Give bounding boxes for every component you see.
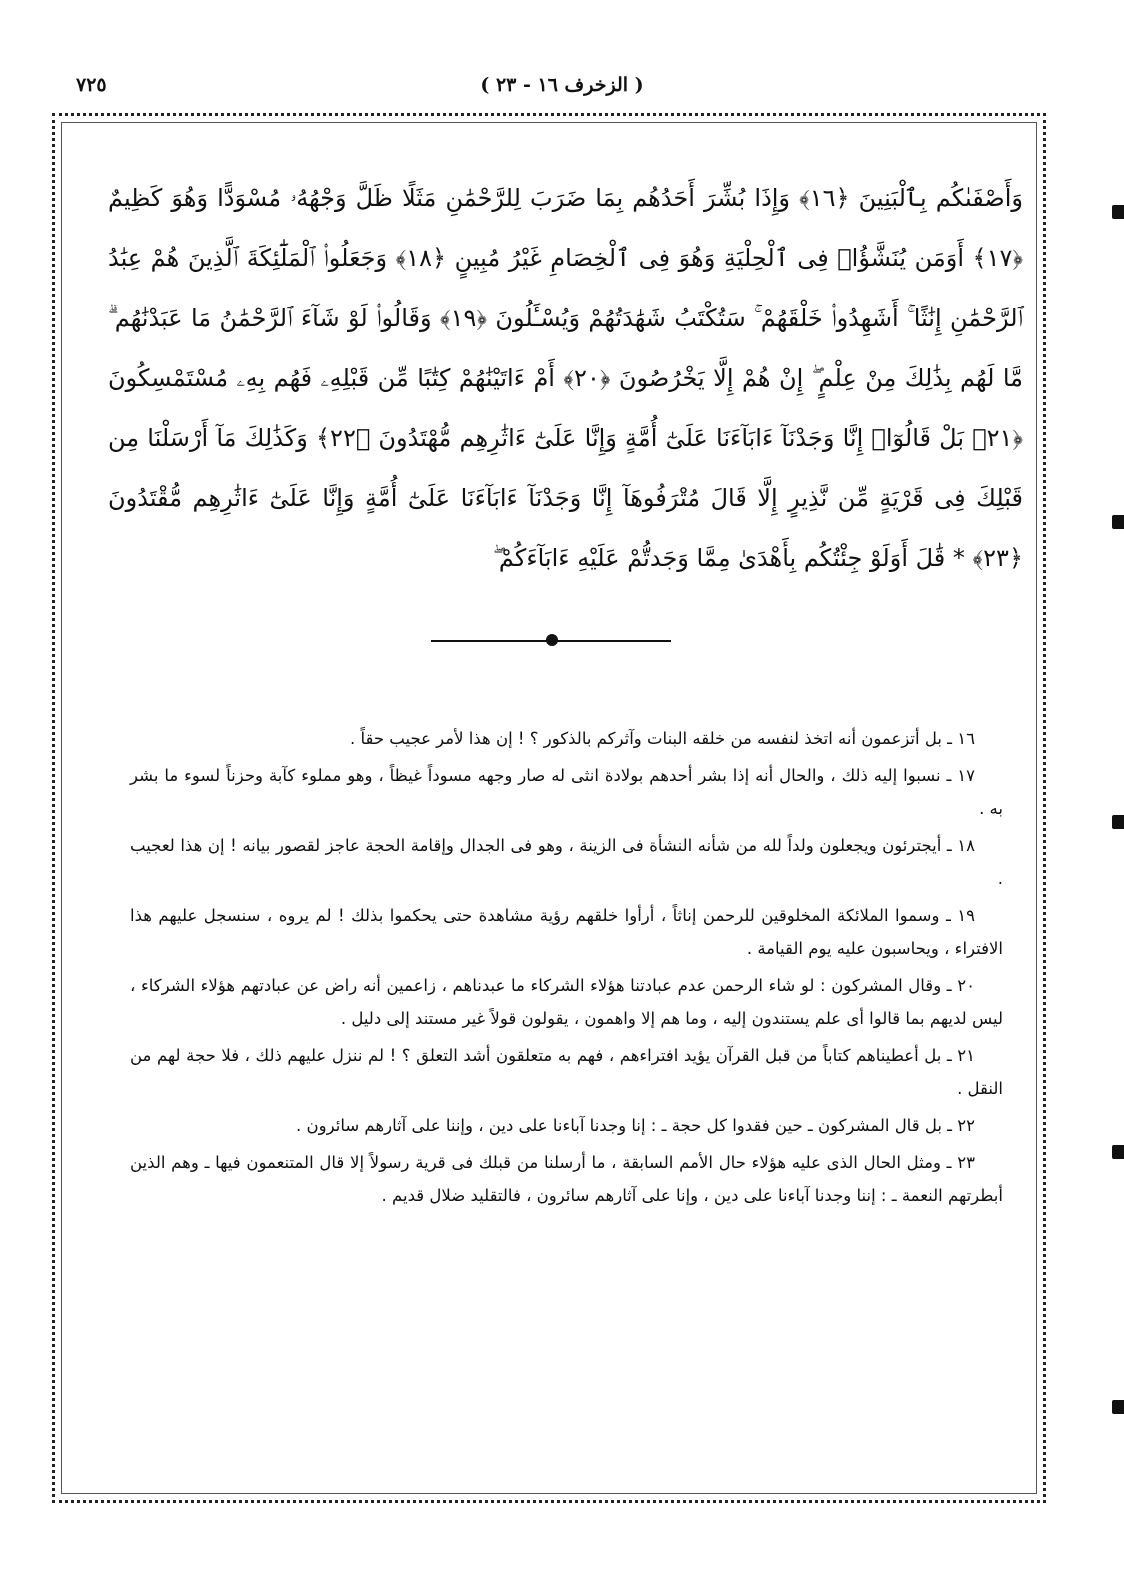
margin-mark [1112,515,1124,529]
commentary [130,722,1003,1216]
commentary-verse-22: ٢٢ ـ بل قال المشركون ـ حين فقدوا كل حجة ـ : إنا وجدنا آباءنا على دين ، وإننا على آثارهم سائرون . [296,1116,975,1135]
page-header: ( الزخرف ١٦ - ٢٣ ) [480,74,644,96]
separator-dot [546,634,558,646]
commentary-verse-21: ٢١ ـ بل أعطيناهم كتاباً من قبل القرآن يؤيد افتراءهم ، فهم به متعلقون أشد التعلق ؟ ! لم ننزل عليهم ذلك ، فلا حجة لهم من النقل . [130,1046,1003,1098]
page-number: ٧٢٥ [76,74,107,96]
commentary-verse-17: ١٧ ـ نسبوا إليه ذلك ، والحال أنه إذا بشر أحدهم بولادة انثى له صار وجهه مسوداً غيظاً ، وهو مملوء كآبة وحزناً لسوء ما بشر به . [130,766,1003,818]
margin-mark [1112,205,1124,219]
margin-mark [1112,815,1124,829]
margin-mark [1112,1400,1124,1414]
commentary-verse-23: ٢٣ ـ ومثل الحال الذى عليه هؤلاء حال الأمم السابقة ، ما أرسلنا من قبلك فى قرية رسولاً إلا قال المتنعمون فيها ـ وهم الذين أبطرتهم النعمة ـ : إننا وجدنا آباءنا على دين ، وإنا على آثارهم سائرون ، فالتقليد ضلال قديم . [130,1153,1003,1205]
commentary-verse-16: ١٦ ـ بل أتزعمون أنه اتخذ لنفسه من خلقه البنات وآثركم بالذكور ؟ ! إن هذا لأمر عجيب حقاً . [349,729,975,748]
commentary-verse-20: ٢٠ ـ وقال المشركون : لو شاء الرحمن عدم عبادتنا هؤلاء الشركاء ما عبدناهم ، زاعمين أنه راض عن عبادتهم هؤلاء الشركاء ، ليس لديهم بما قالوا أى علم يستندون إليه ، وما هم إلا واهمون ، يقولون قولاً غير مستند إلى دليل . [130,976,1003,1028]
commentary-verse-19: ١٩ ـ وسموا الملائكة المخلوقين للرحمن إناثاً ، أرأوا خلقهم رؤية مشاهدة حتى يحكموا بذلك ! لم يروه ، سنسجل عليهم هذا الافتراء ، ويحاسبون عليه يوم القيامة . [130,906,1003,958]
quran-verses: وَأَصْفَىٰكُم بِٱلْبَنِينَ ﴿١٦﴾ وَإِذَا بُشِّرَ أَحَدُهُم بِمَا ضَرَبَ لِلرَّحْمَٰنِ مَثَلًا ظَلَّ وَجْهُهُۥ مُسْوَدًّا وَهُوَ كَظِيمٌ ﴿١٧﴾ أَوَمَن يُنَشَّؤُا۟ فِى ٱلْحِلْيَةِ وَهُوَ فِى ٱلْخِصَامِ غَيْرُ مُبِينٍ ﴿١٨﴾ وَجَعَلُوا۟ ٱلْمَلَٰٓئِكَةَ ٱلَّذِينَ هُمْ عِبَٰدُ ٱلرَّحْمَٰنِ إِنَٰثًا ۚ أَشَهِدُوا۟ خَلْقَهُمْ ۚ سَتُكْتَبُ شَهَٰدَتُهُمْ وَيُسْـَٔلُونَ ﴿١٩﴾ وَقَالُوا۟ لَوْ شَآءَ ٱلرَّحْمَٰنُ مَا عَبَدْنَٰهُم ۗ مَّا لَهُم بِذَٰلِكَ مِنْ عِلْمٍ ۖ إِنْ هُمْ إِلَّا يَخْرُصُونَ ﴿٢٠﴾ أَمْ ءَاتَيْنَٰهُمْ كِتَٰبًا مِّن قَبْلِهِۦ فَهُم بِهِۦ مُسْتَمْسِكُونَ ﴿٢١﴾ بَلْ قَالُوٓا۟ إِنَّا وَجَدْنَآ ءَابَآءَنَا عَلَىٰٓ أُمَّةٍ وَإِنَّا عَلَىٰٓ ءَاثَٰرِهِم مُّهْتَدُونَ ﴿٢٢﴾ وَكَذَٰلِكَ مَآ أَرْسَلْنَا مِن قَبْلِكَ فِى قَرْيَةٍ مِّن نَّذِيرٍ إِلَّا قَالَ مُتْرَفُوهَآ إِنَّا وَجَدْنَآ ءَابَآءَنَا عَلَىٰٓ أُمَّةٍ وَإِنَّا عَلَىٰٓ ءَاثَٰرِهِم مُّقْتَدُونَ ﴿٢٣﴾ * قَٰلَ أَوَلَوْ جِئْتُكُم بِأَهْدَىٰ مِمَّا وَجَدتُّمْ عَلَيْهِ ءَابَآءَكُمْ ۖ [108,184,1024,572]
commentary-verse-18: ١٨ ـ أيجترئون ويجعلون ولداً لله من شأنه النشأة فى الزينة ، وهو فى الجدال وإقامة الحجة عاجز لقصور بيانه ! إن هذا لعجيب . [130,836,1003,888]
margin-mark [1112,1145,1124,1159]
